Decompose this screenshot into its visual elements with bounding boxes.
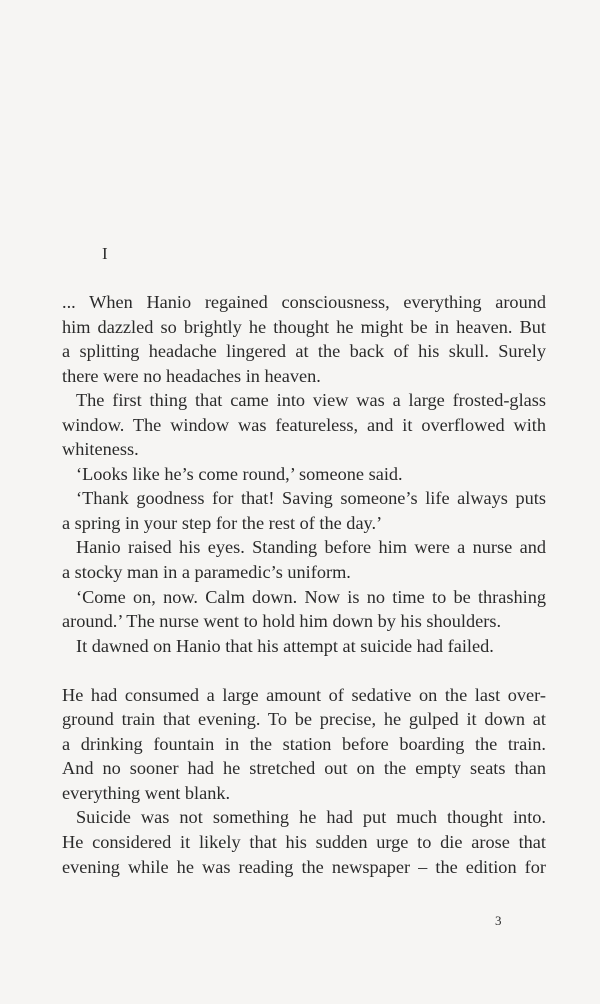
text-line: a stocky man in a paramedic’s uniform. xyxy=(62,562,351,583)
text-line: Hanio raised his eyes. Standing before him were a nurse and xyxy=(76,537,546,558)
text-line: whiteness. xyxy=(62,439,139,460)
text-line: him dazzled so brightly he thought he might be in heaven. But xyxy=(62,316,546,337)
body-text xyxy=(62,290,546,879)
text-line: Suicide was not something he had put much thought into. xyxy=(76,807,546,828)
text-line: The first thing that came into view was a large frosted-glass xyxy=(76,390,546,411)
text-line: a drinking fountain in the station before boarding the train. xyxy=(62,733,546,754)
text-line: ... When Hanio regained consciousness, everything around xyxy=(62,292,546,312)
text-line: everything went blank. xyxy=(62,782,231,803)
section-break xyxy=(62,658,546,683)
text-line: It dawned on Hanio that his attempt at suicide had failed. xyxy=(76,635,494,656)
text-line: He had consumed a large amount of sedative on the last over- xyxy=(62,684,546,705)
text-line: He considered it likely that his sudden urge to die arose that xyxy=(62,832,546,853)
page-number: 3 xyxy=(495,913,502,928)
text-line: evening while he was reading the newspaper – the edition for xyxy=(62,856,546,877)
text-line: ground train that evening. To be precise, he gulped it down at xyxy=(62,709,546,730)
text-line: there were no headaches in heaven. xyxy=(62,365,321,386)
text-line: window. The window was featureless, and it overflowed with xyxy=(62,414,546,435)
text-line: And no sooner had he stretched out on the empty seats than xyxy=(62,758,546,779)
text-line: a splitting headache lingered at the back of his skull. Surely xyxy=(62,341,546,362)
chapter-number: I xyxy=(102,244,108,263)
text-line: a spring in your step for the rest of the day.’ xyxy=(62,512,383,533)
text-line: ‘Looks like he’s come round,’ someone said. xyxy=(76,463,403,484)
text-line: around.’ The nurse went to hold him down by his shoulders. xyxy=(62,611,502,632)
text-line: ‘Thank goodness for that! Saving someone’s life always puts xyxy=(76,488,546,509)
text-line: ‘Come on, now. Calm down. Now is no time to be thrashing xyxy=(76,586,546,607)
